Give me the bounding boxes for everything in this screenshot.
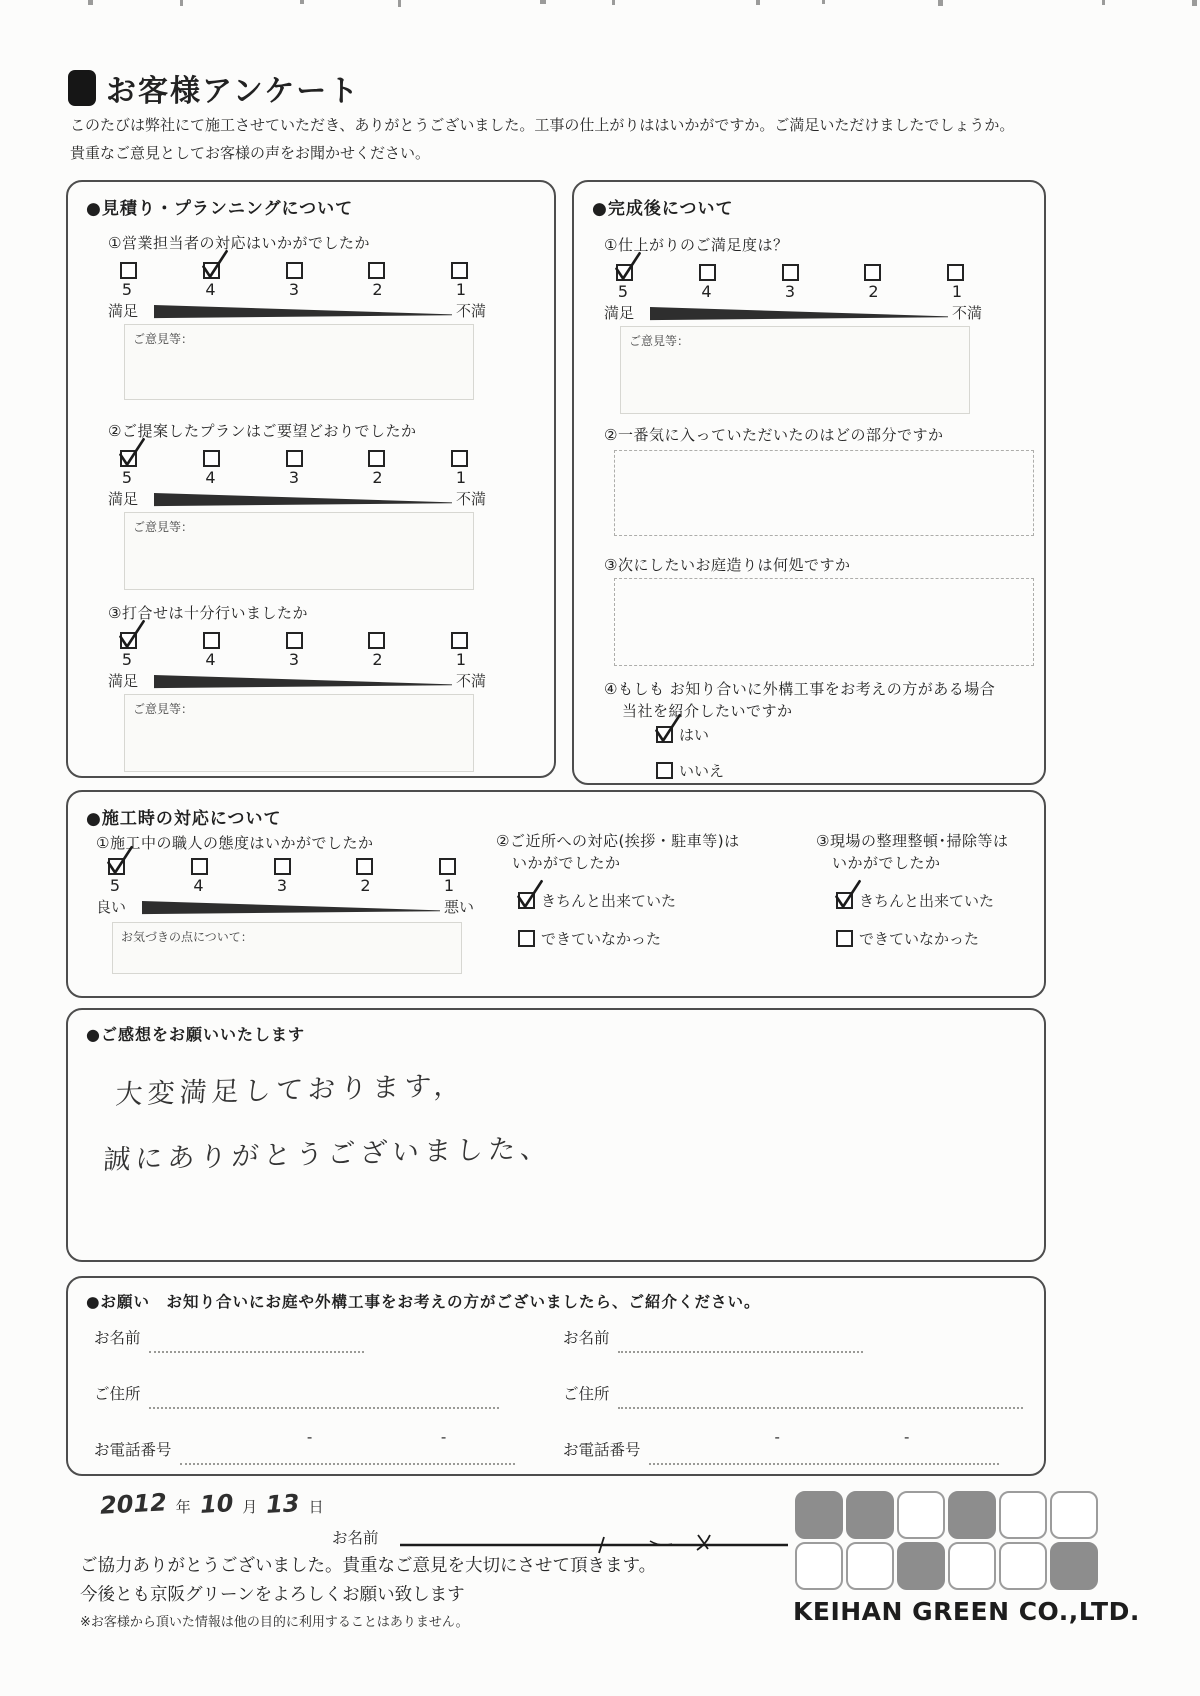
address-label: ご住所	[563, 1385, 610, 1403]
scale-label-unsatisfied: 不満	[456, 302, 487, 320]
rating-checkbox-4[interactable]	[191, 858, 208, 875]
not-done-checkbox[interactable]	[836, 930, 853, 947]
construction-q2-text-2: いかがでしたか	[512, 854, 621, 872]
scale-label-satisfied: 満足	[108, 302, 139, 320]
completion-q4-no-option	[656, 760, 724, 781]
rating-checkbox-2[interactable]	[356, 858, 373, 875]
rating-checkbox-5[interactable]	[120, 450, 137, 467]
yes-checkbox[interactable]	[656, 726, 673, 743]
construction-q2-notdone-option	[518, 928, 661, 949]
handwritten-year: 2012	[99, 1488, 168, 1520]
comment-label: ご意見等：	[133, 332, 194, 346]
phone-field[interactable]	[180, 1428, 515, 1465]
scale-numbers: 5 4 3 2 1	[617, 282, 963, 301]
referral-address-row-left	[94, 1382, 499, 1404]
phone-dash: -	[440, 1428, 447, 1446]
rating-checkbox-5[interactable]	[616, 264, 633, 281]
comment-label: ご意見等：	[629, 334, 690, 348]
completion-section	[572, 180, 1046, 785]
logo-square	[999, 1491, 1047, 1539]
handwritten-day: 13	[265, 1489, 301, 1519]
comment-label: お気づきの点について：	[121, 930, 253, 944]
rating-checkbox-4[interactable]	[203, 262, 220, 279]
scale-label-unsatisfied: 不満	[456, 672, 487, 690]
no-label: いいえ	[679, 762, 725, 780]
construction-q2-done-option	[518, 890, 676, 911]
construction-title: ●施工時の対応について	[86, 809, 282, 829]
intro-line-1: このたびは弊社にて施工させていただき、ありがとうございました。工事の仕上がりははいかがですか。ご満足いただけましたでしょうか。	[70, 116, 1015, 134]
logo-grid	[795, 1491, 1101, 1590]
rating-checkbox-1[interactable]	[451, 450, 468, 467]
not-done-checkbox[interactable]	[518, 930, 535, 947]
rating-checkbox-5[interactable]	[108, 858, 125, 875]
comment-label: ご意見等：	[133, 520, 194, 534]
completion-q4-yes-option	[656, 724, 709, 745]
completion-title: ●完成後について	[592, 199, 734, 219]
no-checkbox[interactable]	[656, 762, 673, 779]
name-label: お名前	[94, 1329, 141, 1347]
done-well-label: きちんと出来ていた	[859, 892, 995, 910]
scale-label-satisfied: 満足	[108, 672, 139, 690]
planning-q1-comment-area[interactable]	[124, 324, 474, 400]
construction-q1-comment-area[interactable]	[112, 922, 462, 974]
scale-numbers: 5 4 3 2 1	[121, 650, 467, 669]
referral-phone-row-right	[563, 1428, 999, 1460]
scale-wedge	[154, 304, 452, 319]
planning-q2-comment-area[interactable]	[124, 512, 474, 590]
planning-section	[66, 180, 556, 778]
scale-label-bad: 悪い	[444, 898, 475, 916]
referral-title: ●お願い お知り合いにお庭や外構工事をお考えの方がございましたら、ご紹介ください。	[86, 1293, 761, 1311]
rating-checkbox-3[interactable]	[286, 450, 303, 467]
rating-checkbox-2[interactable]	[864, 264, 881, 281]
rating-checkbox-2[interactable]	[368, 632, 385, 649]
rating-checkbox-4[interactable]	[203, 632, 220, 649]
planning-q1-text: ①営業担当者の対応はいかがでしたか	[108, 234, 370, 252]
referral-name-row-right	[563, 1326, 863, 1348]
logo-square-filled	[897, 1542, 945, 1590]
planning-title: ●見積り・プランニングについて	[86, 199, 354, 219]
construction-q1-text: ①施工中の職人の態度はいかがでしたか	[96, 834, 374, 852]
logo-square-filled	[1050, 1542, 1098, 1590]
logo-square-filled	[948, 1491, 996, 1539]
scale-wedge	[650, 306, 948, 321]
not-done-label: できていなかった	[859, 930, 980, 948]
phone-label: お電話番号	[563, 1441, 641, 1459]
rating-checkbox-3[interactable]	[286, 262, 303, 279]
rating-checkbox-1[interactable]	[439, 858, 456, 875]
phone-label: お電話番号	[94, 1441, 172, 1459]
logo-square	[999, 1542, 1047, 1590]
privacy-note: ※お客様から頂いた情報は他の目的に利用することはありません。	[80, 1615, 469, 1630]
handwritten-feedback-line-2: 誠にありがとうございました、	[102, 1133, 554, 1176]
feedback-title: ●ご感想をお願いいたします	[86, 1025, 305, 1044]
phone-dash: -	[306, 1428, 313, 1446]
rating-checkbox-4[interactable]	[699, 264, 716, 281]
done-well-checkbox[interactable]	[836, 892, 853, 909]
construction-q3-notdone-option	[836, 928, 979, 949]
phone-field[interactable]	[649, 1428, 999, 1465]
rating-checkbox-3[interactable]	[782, 264, 799, 281]
rating-checkbox-1[interactable]	[451, 632, 468, 649]
date-row	[100, 1490, 324, 1518]
rating-checkbox-3[interactable]	[286, 632, 303, 649]
phone-dash: -	[774, 1428, 780, 1446]
intro-text	[70, 112, 1160, 168]
address-label: ご住所	[94, 1385, 141, 1403]
referral-phone-row-left	[94, 1428, 515, 1460]
completion-q4-text-2: 当社を紹介したいですか	[622, 702, 793, 720]
yes-label: はい	[679, 726, 710, 744]
construction-section	[66, 790, 1046, 998]
name-field[interactable]	[618, 1329, 863, 1353]
title-square-icon	[68, 70, 96, 106]
referral-address-row-right	[563, 1382, 1023, 1404]
rating-checkbox-2[interactable]	[368, 450, 385, 467]
day-label: 日	[308, 1498, 324, 1516]
company-name: KEIHAN GREEN CO.,LTD.	[793, 1597, 1140, 1626]
construction-q3-done-option	[836, 890, 994, 911]
rating-checkbox-5[interactable]	[120, 262, 137, 279]
construction-q3-text-2: いかがでしたか	[832, 854, 941, 872]
thanks-line-1: ご協力ありがとうございました。貴重なご意見を大切にさせて頂きます。	[80, 1556, 657, 1576]
planning-q2-text: ②ご提案したプランはご要望どおりでしたか	[108, 422, 417, 440]
logo-square	[948, 1542, 996, 1590]
address-field[interactable]	[149, 1385, 499, 1409]
thanks-line-2: 今後とも京阪グリーンをよろしくお願い致します	[80, 1585, 465, 1605]
logo-square-filled	[795, 1491, 843, 1539]
referral-section	[66, 1276, 1046, 1476]
planning-q3-text: ③打合せは十分行いましたか	[108, 604, 308, 622]
scale-label-satisfied: 満足	[604, 304, 635, 322]
rating-checkbox-1[interactable]	[451, 262, 468, 279]
done-well-label: きちんと出来ていた	[541, 892, 677, 910]
logo-square	[795, 1542, 843, 1590]
scale-label-satisfied: 満足	[108, 490, 139, 508]
page-title: お客様アンケート	[106, 74, 361, 109]
logo-square	[897, 1491, 945, 1539]
logo-square-filled	[846, 1491, 894, 1539]
comment-label: ご意見等：	[133, 702, 194, 716]
completion-q1-text: ①仕上がりのご満足度は？	[604, 236, 789, 254]
done-well-checkbox[interactable]	[518, 892, 535, 909]
scale-wedge	[154, 674, 452, 689]
footer-name-label: お名前	[332, 1529, 379, 1547]
address-field[interactable]	[618, 1385, 1023, 1409]
referral-name-row-left	[94, 1326, 364, 1348]
completion-q2-text: ②一番気に入っていただいたのはどの部分ですか	[604, 426, 944, 444]
scale-wedge	[154, 492, 452, 507]
completion-q4-text-1: ④もしも お知り合いに外構工事をお考えの方がある場合	[604, 680, 996, 698]
month-label: 月	[242, 1498, 258, 1516]
logo-square	[846, 1542, 894, 1590]
scale-label-good: 良い	[96, 898, 127, 916]
year-label: 年	[175, 1498, 191, 1516]
handwritten-month: 10	[199, 1489, 234, 1519]
handwritten-feedback-line-1: 大変満足しております，	[114, 1070, 467, 1111]
construction-q3-text-1: ③現場の整理整頓･掃除等は	[816, 832, 1009, 850]
name-label: お名前	[563, 1329, 610, 1347]
intro-line-2: 貴重なご意見としてお客様の声をお聞かせください。	[70, 143, 431, 162]
rating-checkbox-3[interactable]	[274, 858, 291, 875]
completion-q3-answer-area[interactable]	[614, 578, 1034, 666]
rating-checkbox-4[interactable]	[203, 450, 220, 467]
scale-wedge	[142, 900, 440, 915]
rating-checkbox-2[interactable]	[368, 262, 385, 279]
planning-q3-comment-area[interactable]	[124, 694, 474, 772]
feedback-section	[66, 1008, 1046, 1262]
rating-checkbox-1[interactable]	[947, 264, 964, 281]
scale-numbers: 5 4 3 2 1	[121, 468, 467, 487]
scale-label-unsatisfied: 不満	[456, 490, 487, 508]
scale-numbers: 5 4 3 2 1	[121, 280, 467, 299]
rating-checkbox-5[interactable]	[120, 632, 137, 649]
logo-square	[1050, 1491, 1098, 1539]
completion-q3-text: ③次にしたいお庭造りは何処ですか	[604, 556, 851, 574]
completion-q1-comment-area[interactable]	[620, 326, 970, 414]
name-field[interactable]	[149, 1329, 364, 1353]
scale-numbers: 5 4 3 2 1	[109, 876, 455, 895]
phone-dash: -	[904, 1428, 910, 1446]
construction-q2-text-1: ②ご近所への対応(挨拶・駐車等)は	[496, 832, 740, 850]
page-header	[68, 66, 360, 110]
not-done-label: できていなかった	[541, 930, 662, 948]
scale-label-unsatisfied: 不満	[952, 304, 983, 322]
completion-q2-answer-area[interactable]	[614, 450, 1034, 536]
